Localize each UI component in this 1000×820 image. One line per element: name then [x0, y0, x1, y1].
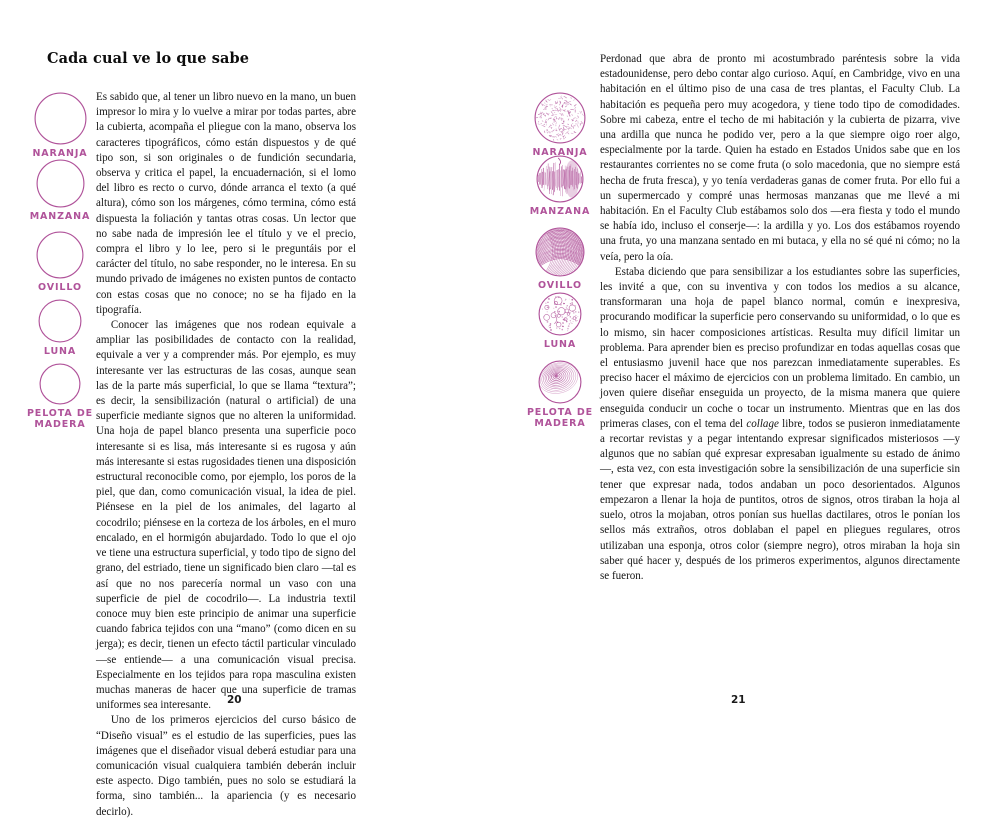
circle-luna-label: LUNA: [43, 346, 77, 357]
circle-naranja: [14, 92, 106, 159]
paragraph: Uno de los primeros ejercicios del curso básico de “Diseño visual” es el estudio de las superficies, pues las imágenes que el diseñador visual deberá estudiar para una comunicación visual cualquiera también deberán incluir este aspecto. Digo también, pues no solo se estudiará la forma, sino también... la apariencia (y es necesario decirlo).: [96, 714, 356, 818]
circle-manzana-label: MANZANA: [529, 206, 591, 217]
circle-naranja-label: NARANJA: [532, 147, 588, 158]
circle-luna-illustration: [38, 299, 82, 343]
circle-pelota-de-madera-label: PELOTA DE MADERA: [526, 407, 594, 430]
body-text-left: [96, 90, 356, 820]
circle-ovillo-illustration: [535, 227, 585, 277]
circle-manzana: [14, 159, 106, 222]
circle-luna: [514, 292, 606, 350]
circle-pelota-de-madera-illustration: [538, 360, 582, 404]
circle-naranja-illustration: [34, 92, 87, 145]
circle-naranja-label: NARANJA: [32, 148, 88, 159]
circle-ovillo-label: OVILLO: [538, 280, 582, 291]
chapter-title: Cada cual ve lo que sabe: [47, 50, 250, 67]
paragraph: Conocer las imágenes que nos rodean equivale a ampliar las posibilidades de contacto con la realidad, equivale a ver y a comprender más. Por ejemplo, es muy interesante ver las estructuras de las cosas, aunque sean las de la parte más superficial, lo que se llama “textura”; es decir, la sensibilización (natural o artificial) de una superficie mediante signos que no alteren la uniformidad. Una hoja de papel blanco presenta una superficie poco interesante si es lisa, más interesante si es rugosa y aún más interesante si estas rugosidades tienen una disposición estructural reconocible como, por ejemplo, los poros de la piel, que dan, como comunicación visual, la idea de piel. Piénsese en la piel de los animales, del lagarto al cocodrilo; piénsese en la corteza de los árboles, en el muro encalado, en el hormigón abujardado. Todo lo que el ojo ve tiene una estructura superficial, y todo tipo de signo del grano, del estriado, tiene un significado bien claro —tal es así que no nos parecería normal un vaso con una superficie de piel de cocodrilo—. La industria textil conoce muy bien este principio de animar una superficie cuando fabrica tejidos con una “mano” (como dicen en su jerga); es decir, tienen un efecto táctil particular vinculado —se entiende— a una comunicación visual precisa. Especialmente en los tejidos para ropa masculina existen muchas maneras de hacer que una superficie de tramas uniformes sea interesante.: [96, 319, 356, 712]
circle-luna: [14, 299, 106, 357]
circle-manzana-illustration: [36, 159, 85, 208]
paragraph: Estaba diciendo que para sensibilizar a los estudiantes sobre las superficies, les invité a que, con su inventiva y con todos los medios a su alcance, transformaran una hoja de papel blanco normal, común e inexpresiva, procurando modificar la superficie pero conservando su uniformidad, o lo que es lo mismo, sin hacer composiciones artísticas. Resulta muy difícil limitar un problema. Para aprender bien es preciso profundizar en todas aquellas cosas que el entusiasmo juvenil hace que nos parezcan inmediatamente superables. Es preciso hacer el máximo de ejercicios con un problema limitado. En cambio, un joven quiere diseñar enseguida un proyecto, de la misma manera que quiere enseguida conducir un coche o tocar un instrumento. Mientras que en las dos primeras clases, con el tema del collage libre, todos se pusieron inmediatamente a recortar revistas y a pegar intentando expresar significados misteriosos —y algunos que no sabían qué expresar expresaban igualmente su estado de ánimo—, esta vez, con esta investigación sobre la sensibilización de una superficie sin tener que expresar nada, todos andaban un poco desorientados. Algunos empezaron a llenar la hoja de puntitos, otros de signos, otros tiraban la hoja al suelo, otros la mojaban, otros ponían sus huellas dactilares, otros le ponían los sellos más extraños, otros doblaban el papel en pliegues regulares, otros utilizaban una esponja, otros color (siempre negro), otros miraban la hoja sin saber qué hacer y, después de los primeros experimentos, algunos directamente se fueron.: [600, 265, 961, 582]
circle-manzana: [514, 155, 606, 217]
circle-manzana-illustration: [536, 155, 584, 203]
circle-ovillo: [14, 231, 106, 293]
circle-naranja-illustration: [534, 92, 586, 144]
paragraph: Es sabido que, al tener un libro nuevo en la mano, un buen impresor lo mira y lo vuelve a mirar por todas partes, abre la cubierta, acompaña el pliegue con la mano, observa los caracteres tipográficos, cómo están dispuestos y de qué tipo son, si son originales o de fundición secundaria, observa y critica el papel, la encuadernación, si el lomo del libro es recto o curvo, dónde arranca el texto (a qué altura), cómo son los márgenes, cómo termina, cómo está dispuesta la foliación y tantas otras cosas. Un lector que no sabe nada de impresión lee el título y ve el precio, compra el libro y lo lee, pero si le preguntáis por el carácter del título, no sabe responder, no le interesa. En su mundo privado de imágenes no existen puntos de contacto con estas cosas que no conoce; no se ha fijado en la tipografía.: [96, 91, 356, 316]
circle-ovillo-illustration: [36, 231, 84, 279]
circle-pelota-de-madera-label: PELOTA DE MADERA: [26, 408, 94, 431]
paragraph: Perdonad que abra de pronto mi acostumbrado paréntesis sobre la vida estadounidense, pero debo contar algo curioso. Aquí, en Cambridge, vivo en una habitación en el último piso de una casa de tres plantas, el Faculty Club. La habitación es pequeña pero muy acogedora, y tiene todo tipo de comodidades. Sobre mi cabeza, entre el techo de mi habitación y la cubierta de pizarra, vive una ardilla que nunca he podido ver, pero a la que siempre oigo roer algo, especialmente por la tarde. Quien ha estado en Estados Unidos sabe que en los restaurantes corrientes no se come fruta (o solo macedonia, que no siempre está hecha de fruta fresca), y yo tenía verdaderas ganas de comer fruta. Por ello fui a un supermercado y compré unas hermosas manzanas que me llevé a mi habitación. En el Faculty Club estábamos solo dos —era fiesta y todo el mundo se había ido, incluso el conserje—: la ardilla y yo. Los dos estábamos royendo una fruta, yo una manzana sentado en mi butaca, y ella no sé qué ni cómo; no la veía, pero la oía.: [600, 53, 960, 263]
circle-luna-label: LUNA: [543, 339, 577, 350]
circle-ovillo: [514, 227, 606, 291]
body-text-right: [600, 52, 960, 584]
page-number-left: 20: [227, 694, 242, 706]
page-left: [0, 0, 500, 818]
page-right: [500, 0, 1000, 734]
circle-naranja: [514, 92, 606, 158]
circle-pelota-de-madera-illustration: [39, 363, 81, 405]
circle-manzana-label: MANZANA: [29, 211, 91, 222]
circle-luna-illustration: [538, 292, 582, 336]
emphasis-text: collage: [746, 417, 779, 430]
circle-pelota-de-madera: [514, 360, 606, 429]
page-number-right: 21: [731, 694, 746, 706]
circle-ovillo-label: OVILLO: [38, 282, 82, 293]
circle-pelota-de-madera: [14, 363, 106, 430]
